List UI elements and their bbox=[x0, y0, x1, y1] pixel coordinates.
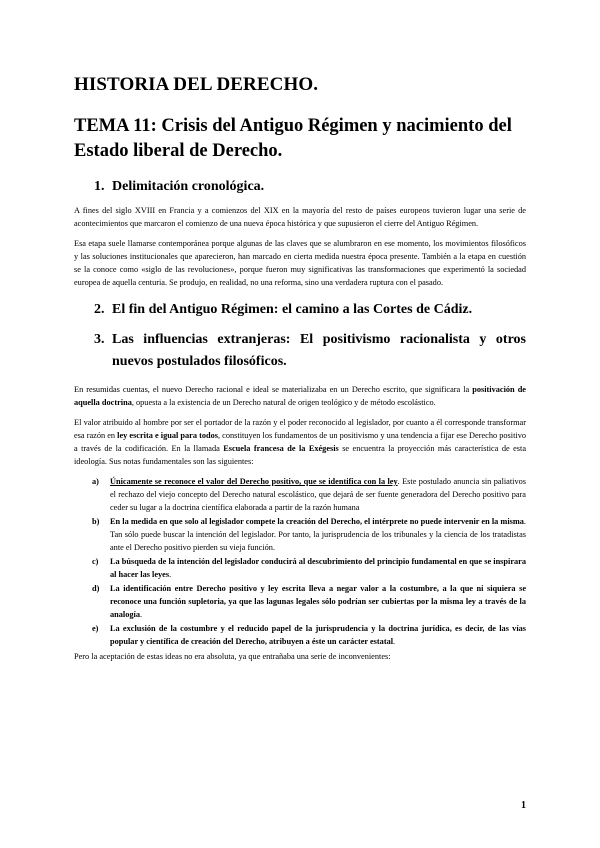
paragraph: Esa etapa suele llamarse contemporánea porque algunas de las claves que se alumbraron en ese momento, los movimientos filosóficos y las soluciones institucionales que aparecieron, han marcado en cierta medida nuestra época presente. También a la etapa en cuestión se la conoce como «siglo de las revoluciones», porque fueron muy significativas las transformaciones que experimentó la sociedad europea de aquella centuria. Se produjo, en realidad, no una reforma, sino una verdadera ruptura con el pasado. bbox=[74, 239, 526, 287]
bold-text: positivación de aquella doctrina bbox=[74, 385, 526, 407]
section-number: 1. bbox=[94, 179, 105, 194]
list-item bbox=[92, 475, 526, 514]
list-letter: d) bbox=[92, 584, 100, 593]
list-item-body bbox=[110, 515, 526, 554]
text-span: . Tan sólo puede buscar la intención del legislador. Por tanto, la jurisprudencia de los tribunales y la ciencia de los tratadistas ante el Derecho positivo pierden su vieja función. bbox=[110, 517, 526, 552]
text-span: El valor atribuido al hombre por ser el portador de la razón y el poder reconocido al legislador, por cuanto a él corresponde transformar esa razón en bbox=[74, 418, 526, 440]
paragraph bbox=[74, 383, 526, 409]
bold-text: En la medida en que solo al legislador compete la creación del Derecho, el intérprete no puede intervenir en la misma bbox=[110, 517, 524, 526]
paragraph bbox=[74, 416, 526, 468]
list-item bbox=[92, 622, 526, 648]
section-title: El fin del Antiguo Régimen: el camino a las Cortes de Cádiz. bbox=[112, 302, 473, 317]
section-heading-1 bbox=[74, 176, 526, 198]
section-heading-3 bbox=[74, 329, 526, 373]
page-number: 1 bbox=[521, 800, 526, 811]
section-title: Las influencias extranjeras: El positivismo racionalista y otros nuevos postulados filosóficos. bbox=[112, 332, 526, 369]
list-item bbox=[92, 582, 526, 621]
list-item-body bbox=[110, 582, 526, 621]
list-item-body bbox=[110, 475, 526, 514]
bold-text: La búsqueda de la intención del legislador conducirá al descubrimiento del principio fundamental en que se inspirara al hacer las leyes bbox=[110, 557, 526, 579]
bold-text: Únicamente se reconoce el valor del Derecho positivo, que se identifica con la ley bbox=[110, 477, 398, 486]
bold-text: La exclusión de la costumbre y el reducido papel de la jurisprudencia y la doctrina jurídica, es decir, de las vías popular y científica de creación del Derecho, atribuyen a éste un carácter estatal bbox=[110, 624, 526, 646]
paragraph: A fines del siglo XVIII en Francia y a comienzos del XIX en la mayoría del resto de países europeos tuvieron lugar una serie de acontecimientos que marcaron el comienzo de una nueva época histórica y que supusieron el cierre del Antiguo Régimen. bbox=[74, 206, 526, 228]
list-letter: e) bbox=[92, 624, 99, 633]
list-item-body bbox=[110, 622, 526, 648]
section-heading-2 bbox=[74, 299, 526, 321]
bold-text: Escuela francesa de la Exégesis bbox=[223, 444, 339, 453]
list-letter: b) bbox=[92, 517, 100, 526]
list-item-body bbox=[110, 555, 526, 581]
text-span: , opuesta a la existencia de un Derecho natural de origen teológico y de método escolástico. bbox=[131, 398, 436, 407]
list-item bbox=[92, 515, 526, 554]
list-item bbox=[92, 555, 526, 581]
tema-heading: TEMA 11: Crisis del Antiguo Régimen y nacimiento del Estado liberal de Derecho. bbox=[74, 116, 512, 161]
text-span: . bbox=[139, 610, 143, 619]
text-span: En resumidas cuentas, el nuevo Derecho racional e ideal se materializaba en un Derecho escrito, que significara la bbox=[74, 385, 473, 394]
bold-text: La identificación entre Derecho positivo y ley escrita lleva a negar valor a la costumbre, a la que ni siquiera se reconoce una función supletoria, ya que las lagunas legales sólo podrían ser cubiertas por la misma ley a través de la analogía bbox=[110, 584, 526, 619]
section-number: 3. bbox=[94, 332, 105, 347]
list-letter: c) bbox=[92, 557, 99, 566]
text-span: . Este postulado anuncia sin paliativos el rechazo del viejo concepto del Derecho natural escolástico, que dejará de ser fuente generadora del Derecho positivo para ceder su lugar a la doctrina científica elaborada a partir de la razón humana bbox=[110, 477, 526, 512]
text-span: . bbox=[393, 637, 396, 646]
section-number: 2. bbox=[94, 302, 105, 317]
list-letter: a) bbox=[92, 477, 99, 486]
paragraph: Pero la aceptación de estas ideas no era absoluta, ya que entrañaba una serie de inconvenientes: bbox=[74, 652, 391, 661]
document-title: HISTORIA DEL DERECHO. bbox=[74, 74, 319, 95]
text-span: se encuentra la proyección más característica de esta ideología. Sus notas fundamentales son las siguientes: bbox=[74, 444, 526, 466]
characteristics-list bbox=[74, 475, 526, 648]
bold-text: ley escrita e igual para todos bbox=[117, 431, 218, 440]
text-span: . bbox=[169, 570, 172, 579]
text-span: , constituyen los fundamentos de un positivismo y una tendencia a fijar ese Derecho positivo a través de la codificación. En la llamada bbox=[74, 431, 526, 453]
section-title: Delimitación cronológica. bbox=[112, 179, 265, 194]
